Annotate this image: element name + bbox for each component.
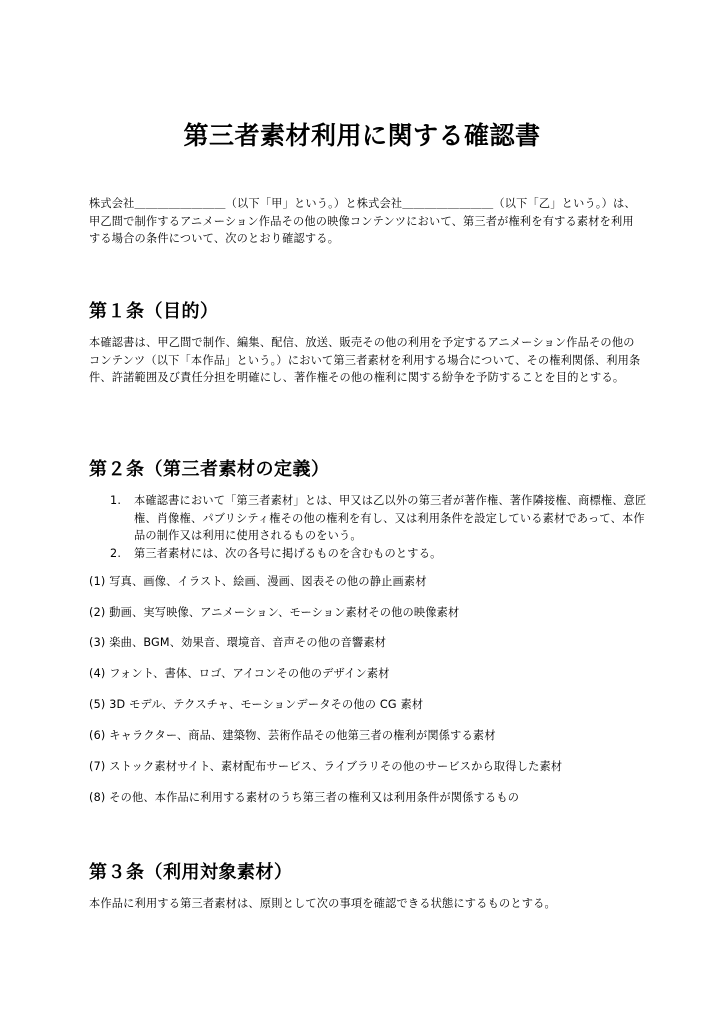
sub-item-4: (4) フォント、書体、ロゴ、アイコンその他のデザイン素材 bbox=[89, 667, 390, 680]
article-2-numbered-list bbox=[89, 492, 649, 562]
article-3-body: 本作品に利用する第三者素材は、原則として次の事項を確認できる状態にするものとする。 bbox=[89, 897, 556, 910]
list-item-marker: 1. bbox=[110, 494, 122, 507]
sub-item-5: (5) 3D モデル、テクスチャ、モーションデータその他の CG 素材 bbox=[89, 698, 424, 711]
sub-item-3: (3) 楽曲、BGM、効果音、環境音、音声その他の音響素材 bbox=[89, 636, 387, 649]
document-title: 第三者素材利用に関する確認書 bbox=[183, 121, 541, 150]
article-1-heading: 第１条（目的） bbox=[89, 301, 219, 322]
sub-item-1: (1) 写真、画像、イラスト、絵画、漫画、図表その他の静止画素材 bbox=[89, 575, 427, 588]
list-item bbox=[89, 545, 649, 563]
intro-paragraph: 株式会社＿＿＿＿＿＿＿＿（以下「甲」という。）と株式会社＿＿＿＿＿＿＿＿（以下「乙」という。）は、甲乙間で制作するアニメーション作品その他の映像コンテンツにおいて、第三者が権利を有する素材を利用する場合の条件について、次のとおり確認する。 bbox=[89, 197, 636, 245]
article-2-heading: 第２条（第三者素材の定義） bbox=[89, 459, 330, 480]
sub-item-2: (2) 動画、実写映像、アニメーション、モーション素材その他の映像素材 bbox=[89, 606, 460, 619]
sub-item-7: (7) ストック素材サイト、素材配布サービス、ライブラリその他のサービスから取得した素材 bbox=[89, 760, 563, 773]
article-1-body: 本確認書は、甲乙間で制作、編集、配信、放送、販売その他の利用を予定するアニメーション作品その他のコンテンツ（以下「本作品」という。）において第三者素材を利用する場合について、その権利関係、利用条件、許諾範囲及び責任分担を明確にし、著作権その他の権利に関する紛争を予防することを目的とする。 bbox=[89, 336, 641, 384]
list-item-marker: 2. bbox=[110, 546, 122, 560]
article-3-heading: 第３条（利用対象素材） bbox=[89, 862, 293, 883]
sub-item-8: (8) その他、本作品に利用する素材のうち第三者の権利又は利用条件が関係するもの bbox=[89, 791, 520, 804]
sub-item-6: (6) キャラクター、商品、建築物、芸術作品その他第三者の権利が関係する素材 bbox=[89, 729, 496, 742]
list-item-text: 第三者素材には、次の各号に掲げるものを含むものとする。 bbox=[134, 546, 442, 560]
list-item-text: 本確認書において「第三者素材」とは、甲又は乙以外の第三者が著作権、著作隣接権、商標権、意匠権、肖像権、パブリシティ権その他の権利を有し、又は利用条件を設定している素材であって、本作品の制作又は利用に使用されるものをいう。 bbox=[134, 494, 647, 542]
list-item bbox=[89, 492, 649, 545]
